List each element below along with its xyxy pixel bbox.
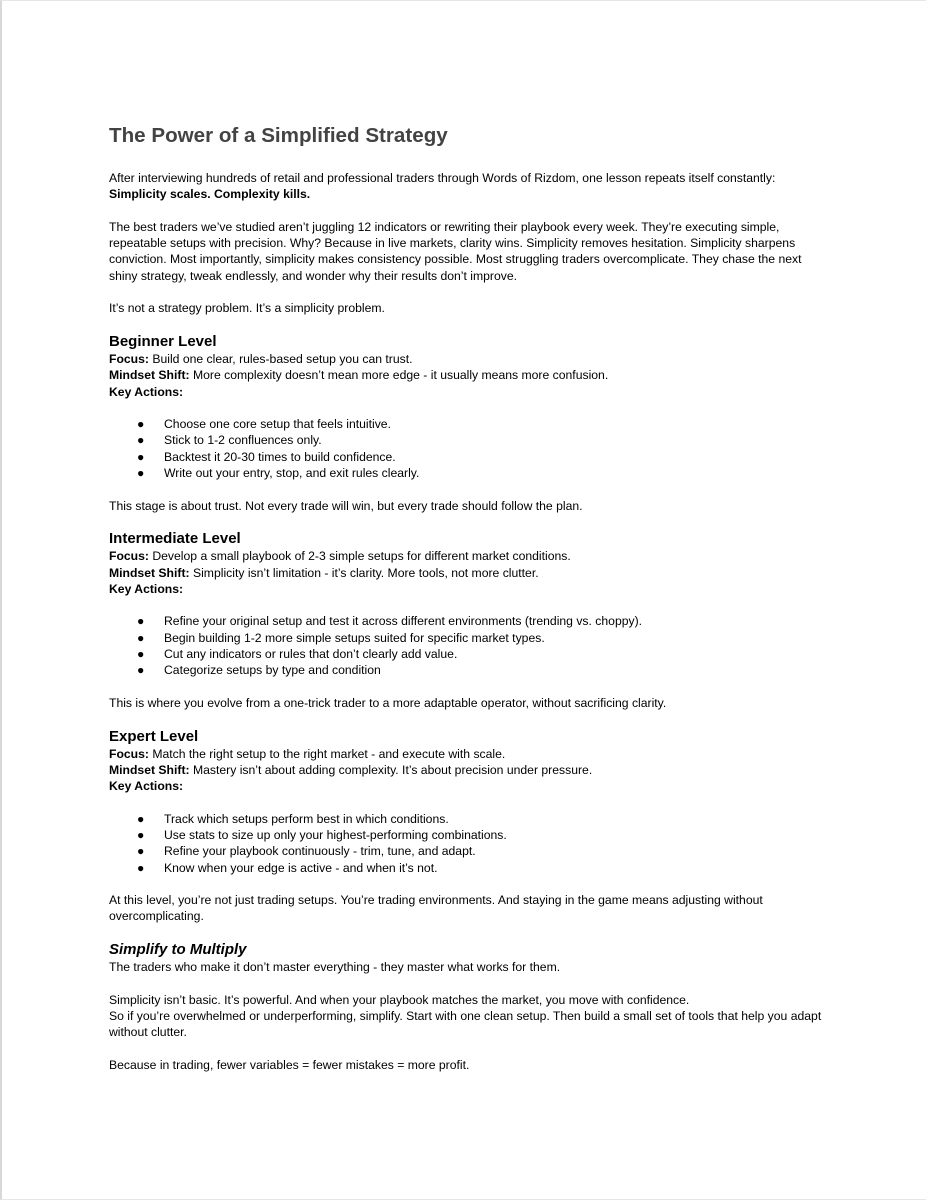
mindset-line [109, 367, 829, 383]
focus-line [109, 746, 829, 762]
list-item: ● Know when your edge is active - and when it’s not. [137, 860, 438, 875]
page-title: The Power of a Simplified Strategy [109, 124, 448, 147]
focus-text: Match the right setup to the right market - and execute with scale. [152, 746, 506, 761]
mindset-text: Mastery isn’t about adding complexity. It’s about precision under pressure. [192, 762, 593, 777]
mindset-line [109, 565, 829, 581]
list-item: ● Stick to 1-2 confluences only. [137, 433, 322, 448]
bullet-icon: ● [137, 844, 145, 859]
list-item: ● Refine your playbook continuously - trim, tune, and adapt. [137, 844, 476, 859]
list-item: ● Write out your entry, stop, and exit rules clearly. [137, 466, 420, 481]
list-item: ● Choose one core setup that feels intuitive. [137, 417, 391, 432]
list-item: ● Backtest it 20-30 times to build confidence. [137, 449, 396, 464]
list-item: ● Categorize setups by type and condition [137, 663, 381, 678]
bullet-list [109, 416, 829, 481]
section-heading: Beginner Level [109, 332, 217, 350]
bullet-icon: ● [137, 630, 145, 645]
bullet-icon: ● [137, 827, 145, 842]
conclusion-section [109, 941, 829, 1073]
conclusion-line: Simplicity isn’t basic. It’s powerful. And when your playbook matches the market, you move with confidence. [109, 992, 690, 1007]
conclusion-line: Because in trading, fewer variables = fewer mistakes = more profit. [109, 1057, 470, 1072]
list-item: ● Track which setups perform best in which conditions. [137, 811, 449, 826]
bullet-icon: ● [137, 647, 145, 662]
section-closing: At this level, you’re not just trading setups. You’re trading environments. And staying in the game means adjusting without overcomplicating. [109, 893, 763, 924]
section-heading: Simplify to Multiply [109, 941, 247, 959]
bullet-icon: ● [137, 663, 145, 678]
conclusion-line: The traders who make it don’t master everything - they master what works for them. [109, 960, 561, 975]
list-item: ● Refine your original setup and test it across different environments (trending vs. choppy). [137, 614, 643, 629]
section-closing: This stage is about trust. Not every trade will win, but every trade should follow the plan. [109, 498, 583, 513]
list-item: ● Cut any indicators or rules that don’t clearly add value. [137, 647, 458, 662]
bullet-icon: ● [137, 811, 145, 826]
conclusion-line: So if you’re overwhelmed or underperforming, simplify. Start with one clean setup. Then build a small set of tools that help you adapt without clutter. [109, 1008, 822, 1040]
key-actions-label: Key Actions: [109, 779, 184, 794]
focus-label: Focus: [109, 549, 149, 564]
bullet-list [109, 613, 829, 678]
section-heading: Intermediate Level [109, 530, 241, 548]
focus-line [109, 548, 829, 564]
document-body [109, 124, 829, 1073]
bullet-icon: ● [137, 433, 145, 448]
focus-label: Focus: [109, 351, 149, 366]
section-closing: This is where you evolve from a one-trick trader to a more adaptable operator, without sacrificing clarity. [109, 695, 667, 710]
mindset-text: More complexity doesn’t mean more edge - it usually means more confusion. [192, 368, 609, 383]
body-paragraph: The best traders we’ve studied aren’t juggling 12 indicators or rewriting their playbook every week. They’re executing simple, repeatable setups with precision. Why? Because in live markets, clarity wins. Simplicity removes hesitation. Simplicity sharpens conviction. Most importantly, simplicity makes consistency possible. Most struggling traders overcomplicate. They chase the next shiny strategy, tweak endlessly, and wonder why their results don’t improve. [109, 219, 802, 283]
intro-bold-text: Simplicity scales. Complexity kills. [109, 187, 311, 202]
expert-section [109, 728, 829, 925]
intro-paragraph [109, 170, 829, 203]
focus-line [109, 351, 829, 367]
list-item: ● Use stats to size up only your highest-performing combinations. [137, 827, 507, 842]
focus-label: Focus: [109, 746, 149, 761]
mindset-text: Simplicity isn’t limitation - it’s clarity. More tools, not more clutter. [192, 565, 539, 580]
mindset-label: Mindset Shift: [109, 565, 190, 580]
bullet-icon: ● [137, 449, 145, 464]
bullet-icon: ● [137, 466, 145, 481]
list-item: ● Begin building 1-2 more simple setups suited for specific market types. [137, 630, 545, 645]
bullet-list [109, 811, 829, 876]
bullet-icon: ● [137, 417, 145, 432]
section-heading: Expert Level [109, 727, 199, 745]
mindset-line [109, 762, 829, 778]
mindset-label: Mindset Shift: [109, 368, 190, 383]
key-actions-label: Key Actions: [109, 581, 184, 596]
focus-text: Build one clear, rules-based setup you can trust. [152, 351, 413, 366]
focus-text: Develop a small playbook of 2-3 simple setups for different market conditions. [152, 549, 571, 564]
body-paragraph: It’s not a strategy problem. It’s a simplicity problem. [109, 301, 385, 316]
intermediate-section [109, 530, 829, 711]
bullet-icon: ● [137, 614, 145, 629]
key-actions-label: Key Actions: [109, 384, 184, 399]
intro-text: After interviewing hundreds of retail and professional traders through Words of Rizdom, one lesson repeats itself constantly: [109, 171, 776, 185]
bullet-icon: ● [137, 860, 145, 875]
mindset-label: Mindset Shift: [109, 762, 190, 777]
beginner-section [109, 333, 829, 514]
